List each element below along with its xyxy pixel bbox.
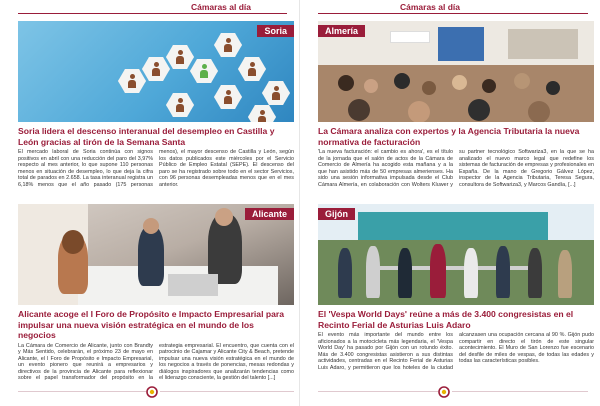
footer-rule [18,391,146,392]
attendee [408,101,430,122]
hexagon [214,85,242,109]
camara-banner [390,31,430,43]
article-photo [318,204,594,305]
hexagon [166,45,194,69]
attendee [528,101,550,122]
article-headline: Alicante acoge el I Foro de Propósito e Impacto Empresarial para impulsar una nueva visión estratégica en el mundo de los negocios [18,309,285,340]
attendee [338,75,354,91]
section-title: Cámaras al día [400,2,461,12]
header-rule [18,13,287,14]
location-tag: Almería [318,25,365,37]
article-photo [18,204,294,305]
footer-rule [318,391,438,392]
camara-logo-icon [438,386,450,398]
person [430,244,446,298]
head [215,208,233,226]
person [558,250,572,298]
section-title: Cámaras al día [190,2,251,12]
windows [508,29,578,59]
hexagon [118,69,146,93]
article-gijon [318,204,594,372]
location-tag: Gijón [318,208,355,220]
article-body: La Cámara de Comercio de Alicante, junto con Brandty y Más Sentido, celebrarán, el próximo 23 de mayo en Alicante, el I Foro de Propósito e Impacto Empresarial, un evento pionero que reunirá a empresarios y directivos de la provincia de Alicante para reflexionar sobre el papel transformador del propósito en la estrategia empresarial. El encuentro, que cuenta con el patrocinio de Cajamar y Alicante City & Beach, pretende impulsar una nueva visión estratégica en el mundo de los negocios a través de ponencias, mesas redondas y diálogos inspiradores que analizarán tendencias como el liderazgo consciente, la gestión del talento [...] [18,342,294,382]
attendee [514,73,530,89]
right-page [300,0,600,406]
person [496,246,510,298]
attendee [348,99,370,121]
footer-rule [160,391,294,392]
location-tag: Alicante [245,208,294,220]
article-alicante [18,204,294,382]
person [366,246,380,298]
ground [318,240,594,305]
hexagon [166,93,194,117]
hair [62,230,84,254]
camara-logo-icon [146,386,158,398]
event-banner [358,212,548,240]
article-headline: La Cámara analiza con expertos y la Agencia Tributaria la nueva normativa de facturación [318,126,580,147]
person [338,248,352,298]
hexagon [238,57,266,81]
attendee [452,75,467,90]
projection-screen [438,27,484,61]
attendee [468,99,490,121]
person [138,226,164,286]
hexagon [214,33,242,57]
location-tag: Soria [257,25,294,37]
article-almeria [318,21,594,189]
hexagon [262,81,290,105]
page-header [18,0,287,14]
article-headline: Soria lidera el descenso interanual del desempleo en Castilla y León gracias al tirón de la Semana Santa [18,126,275,147]
attendee [394,73,410,89]
page-header [318,0,588,14]
person [464,248,478,298]
attendee [482,79,496,93]
attendee [364,79,378,93]
footer-rule [452,391,588,392]
hexagon [248,105,276,122]
article-body: El evento más importante del mundo entre los aficionados a la motocicleta más legendaria, el 'Vespa World Day' ha pasado por Gijón con un rotundo éxito. Más de 3.400 congresistas asistieron a sus distintas actividades, centradas en el Recinto Ferial de Asturias Luis Adaro, y permitieron que los hoteles de la ciudad alcanzasen una ocupación cercana al 90 %. Gijón pudo compartir en directo el tirón de este singular acontecimiento. El Muro de San Lorenzo fue escenario del desfile de miles de vespas, de todas las edades y todas las características posibles. [318,332,594,371]
article-soria [18,21,294,189]
article-photo [18,21,294,122]
laptop [168,274,218,296]
article-body: El mercado laboral de Soria continúa con signos positivos en abril con una reducción del paro del 3,97% respecto al mes anterior, lo que supone 110 personas menos en situación de desempleo, lo que deja la cifra total de parados en 2.658. La tasa interanual registra un 6,18% menos que el año pasado (175 personas menos), el mayor descenso de Castilla y León, según los datos publicados este miércoles por el Servicio Público de Empleo Estatal (SEPE). El descenso del paro se ha registrado sobre todo en el sector Servicios, con 96 personas desempleadas menos que en el mes anterior. [18,149,294,188]
article-body: 'La nueva facturación: el cambio es ahora', es el título de la jornada que el salón de actos de la Cámara de Comercio de Almería ha acogido esta mañana y a la que han asistido más de 50 empresas almerienses. Ha sido una sesión informativa impulsada desde el Club Cámara Almería, en colaboración con Wolters Kluwer y su partner tecnológico Softwariza3, en la que se ha analizado el nuevo marco legal que redefine los sistemas de facturación de empresas y profesionales en España. De la mano de Gregorio Gálvez López, inspector de la Agencia Tributaria, Teresa Segura, consultora de Softwariza3, y Marcos Gandía, [...] [318,149,594,188]
article-photo [318,21,594,122]
head [143,218,159,234]
attendee [422,81,436,95]
person [398,248,412,298]
attendee [546,81,560,95]
hexagon [142,57,170,81]
header-rule [318,13,588,14]
article-headline: El 'Vespa World Days' reúne a más de 3.400 congresistas en el Recinto Ferial de Asturias Luis Adaro [318,309,574,330]
hexagon [190,59,218,83]
person [528,248,542,298]
